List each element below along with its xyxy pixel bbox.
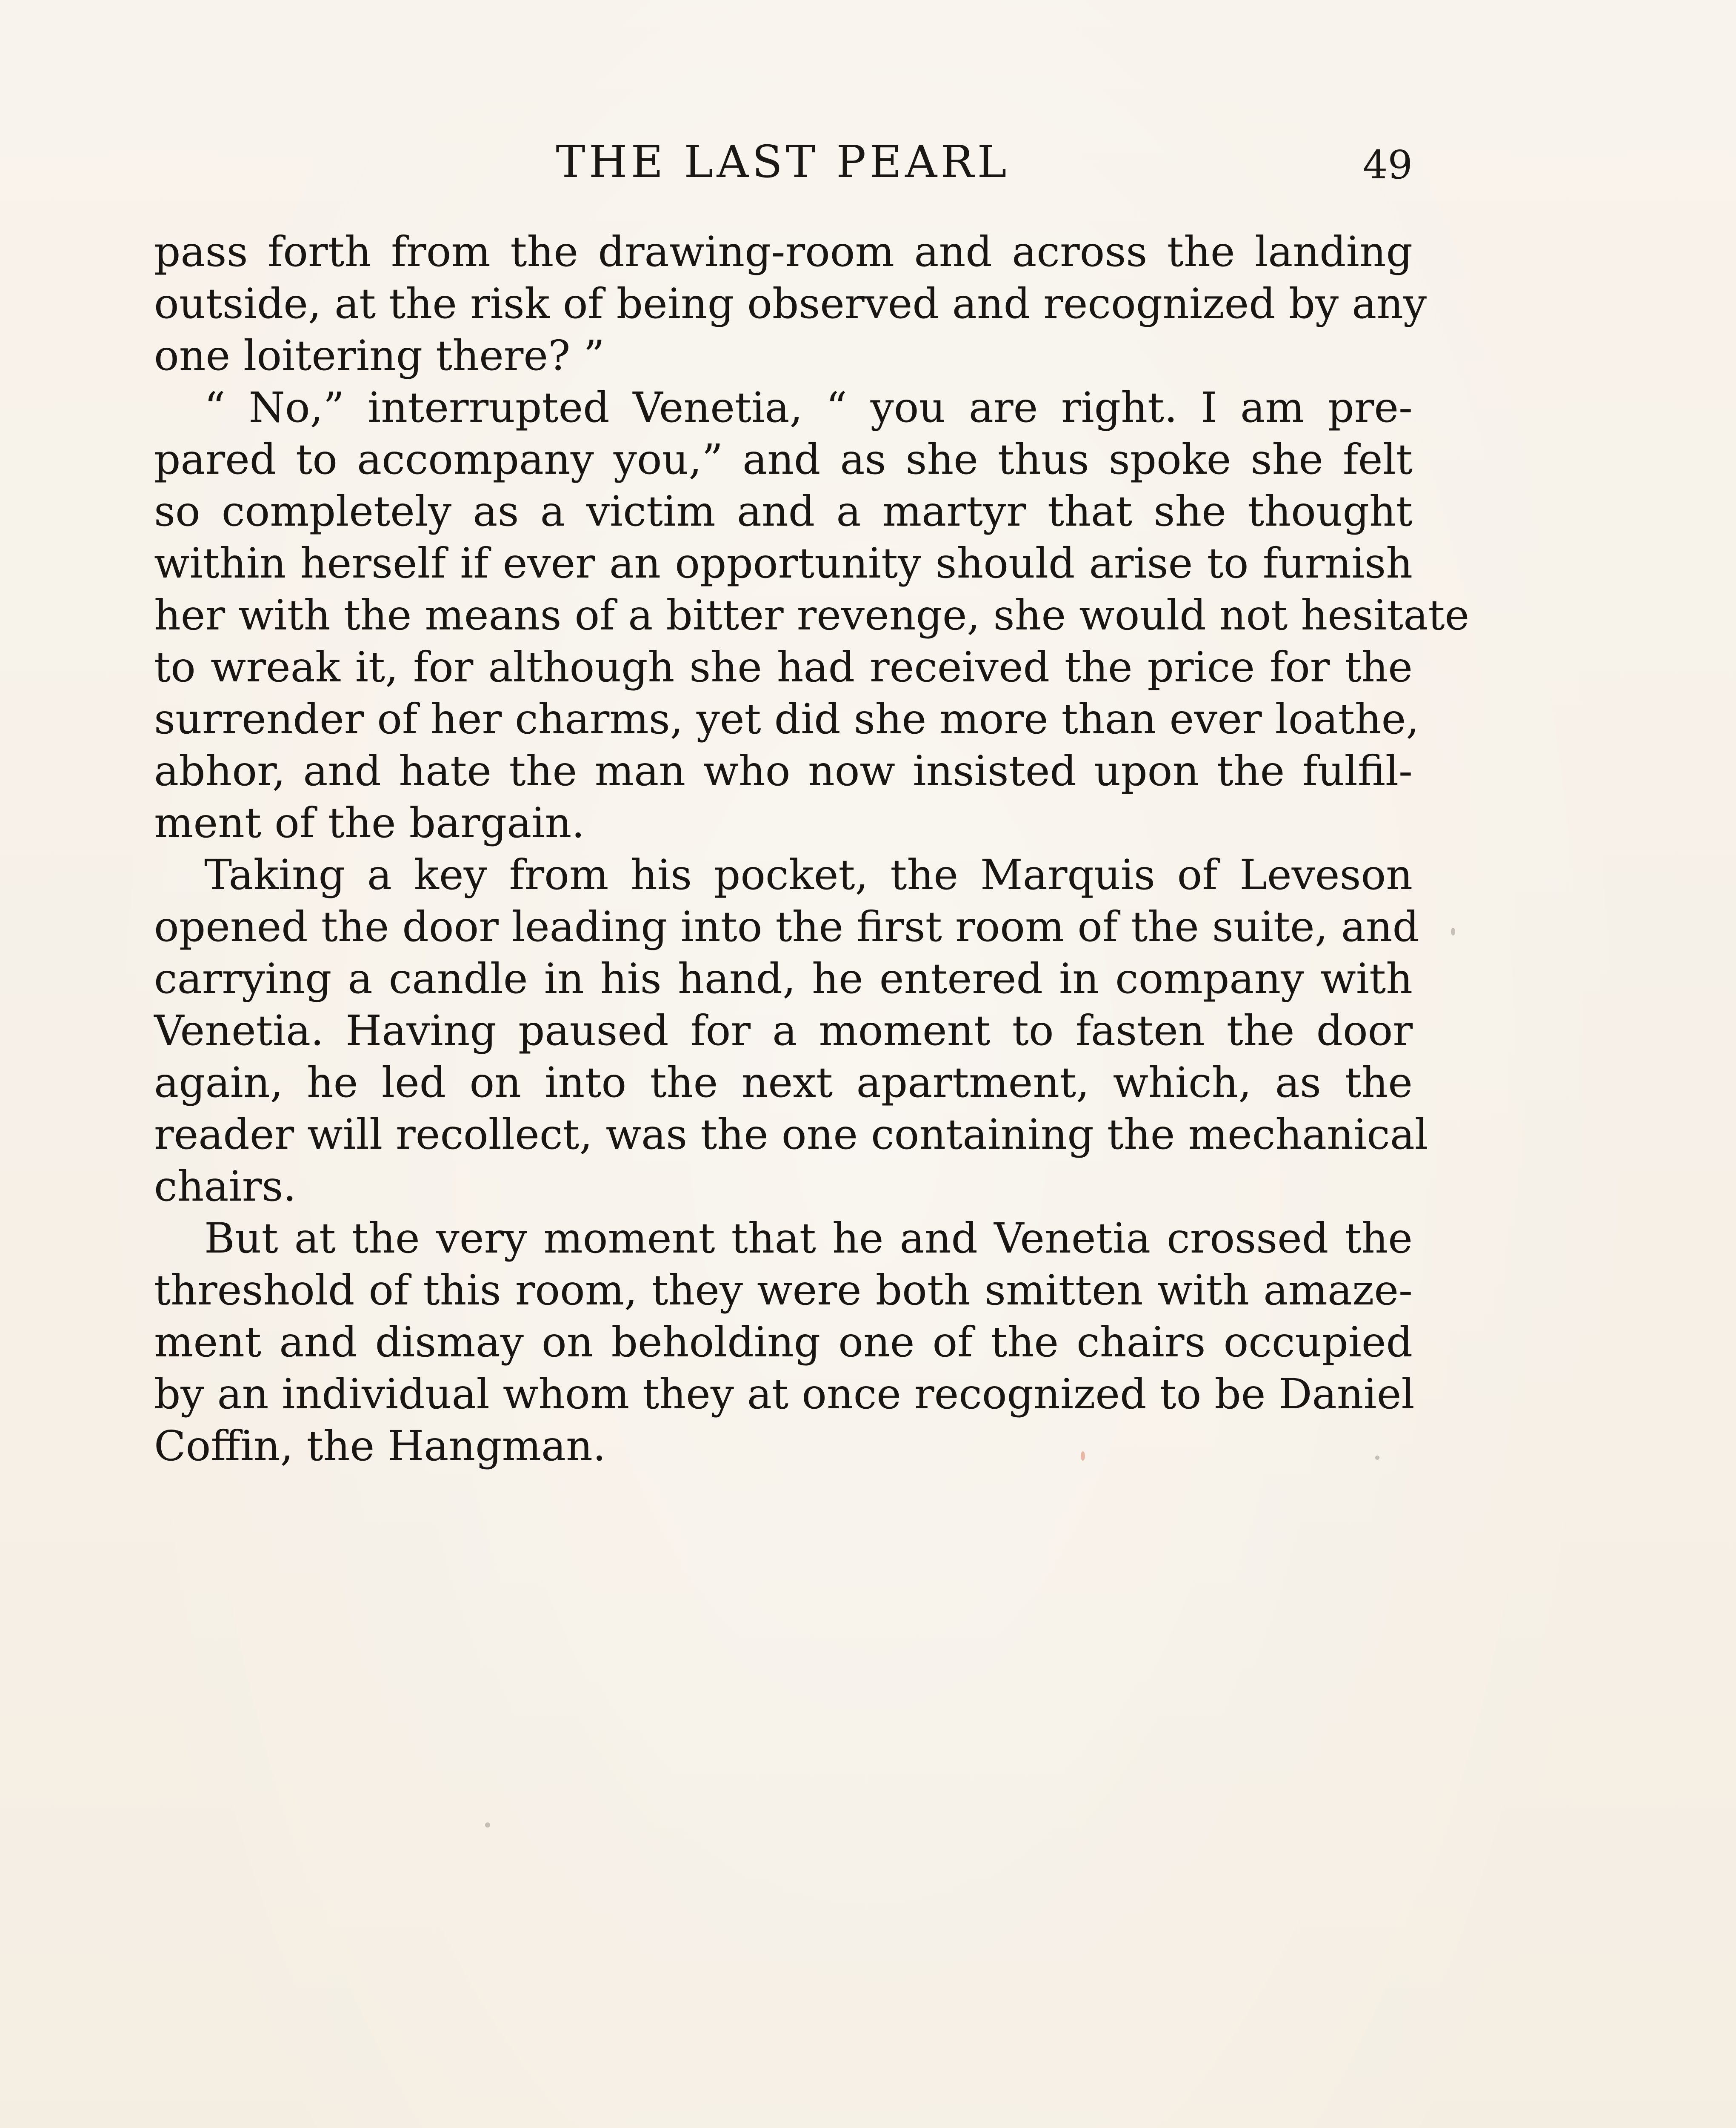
text-line: again, he led on into the next apartment, which, as the: [154, 1058, 1413, 1107]
paragraph-1: [154, 226, 1427, 381]
body-text: [154, 226, 1470, 1472]
text-line: to wreak it, for although she had received the price for the: [154, 643, 1413, 691]
paragraph-2: [154, 381, 1470, 849]
paragraph-3: [154, 849, 1428, 1212]
paper-speck: [1375, 1456, 1379, 1460]
page-number: 49: [1362, 142, 1413, 188]
text-line: pared to accompany you,” and as she thus spoke she felt: [154, 435, 1413, 483]
text-line: so completely as a victim and a martyr that she thought: [154, 487, 1413, 535]
text-line: “ No,” interrupted Venetia, “ you are right. I am pre-: [204, 383, 1413, 432]
text-line: Venetia. Having paused for a moment to fasten the door: [154, 1006, 1413, 1055]
paragraph-4: [154, 1212, 1413, 1472]
text-line: within herself if ever an opportunity should arise to furnish: [154, 539, 1413, 587]
text-line: pass forth from the drawing-room and across the landing: [154, 227, 1413, 276]
text-line: threshold of this room, they were both smitten with amaze-: [154, 1266, 1413, 1314]
text-line: by an individual whom they at once recognized to be Daniel: [154, 1370, 1415, 1418]
text-line: But at the very moment that he and Venetia crossed the: [204, 1214, 1413, 1262]
text-line: one loitering there? ”: [154, 331, 605, 380]
text-line: ment and dismay on beholding one of the chairs occupied: [154, 1318, 1413, 1366]
text-line: Coffin, the Hangman.: [154, 1422, 606, 1470]
text-line: outside, at the risk of being observed and recognized by any: [154, 279, 1427, 328]
paper-speck: [1081, 1451, 1085, 1461]
text-line: abhor, and hate the man who now insisted upon the fulfil-: [154, 747, 1413, 795]
text-line: chairs.: [154, 1162, 297, 1210]
running-title: THE LAST PEARL: [556, 136, 1010, 188]
text-line: surrender of her charms, yet did she more than ever loathe,: [154, 695, 1419, 743]
text-line: ment of the bargain.: [154, 798, 585, 847]
running-head: [153, 134, 1413, 189]
text-line: reader will recollect, was the one containing the mechanical: [154, 1110, 1428, 1158]
paper-speck: [1451, 928, 1455, 935]
text-line: opened the door leading into the first room of the suite, and: [154, 902, 1419, 951]
text-line: her with the means of a bitter revenge, she would not hesitate: [154, 591, 1470, 639]
paper-speck: [485, 1822, 490, 1828]
text-line: carrying a candle in his hand, he entered in company with: [154, 954, 1413, 1003]
text-line: Taking a key from his pocket, the Marquis of Leveson: [204, 850, 1413, 899]
